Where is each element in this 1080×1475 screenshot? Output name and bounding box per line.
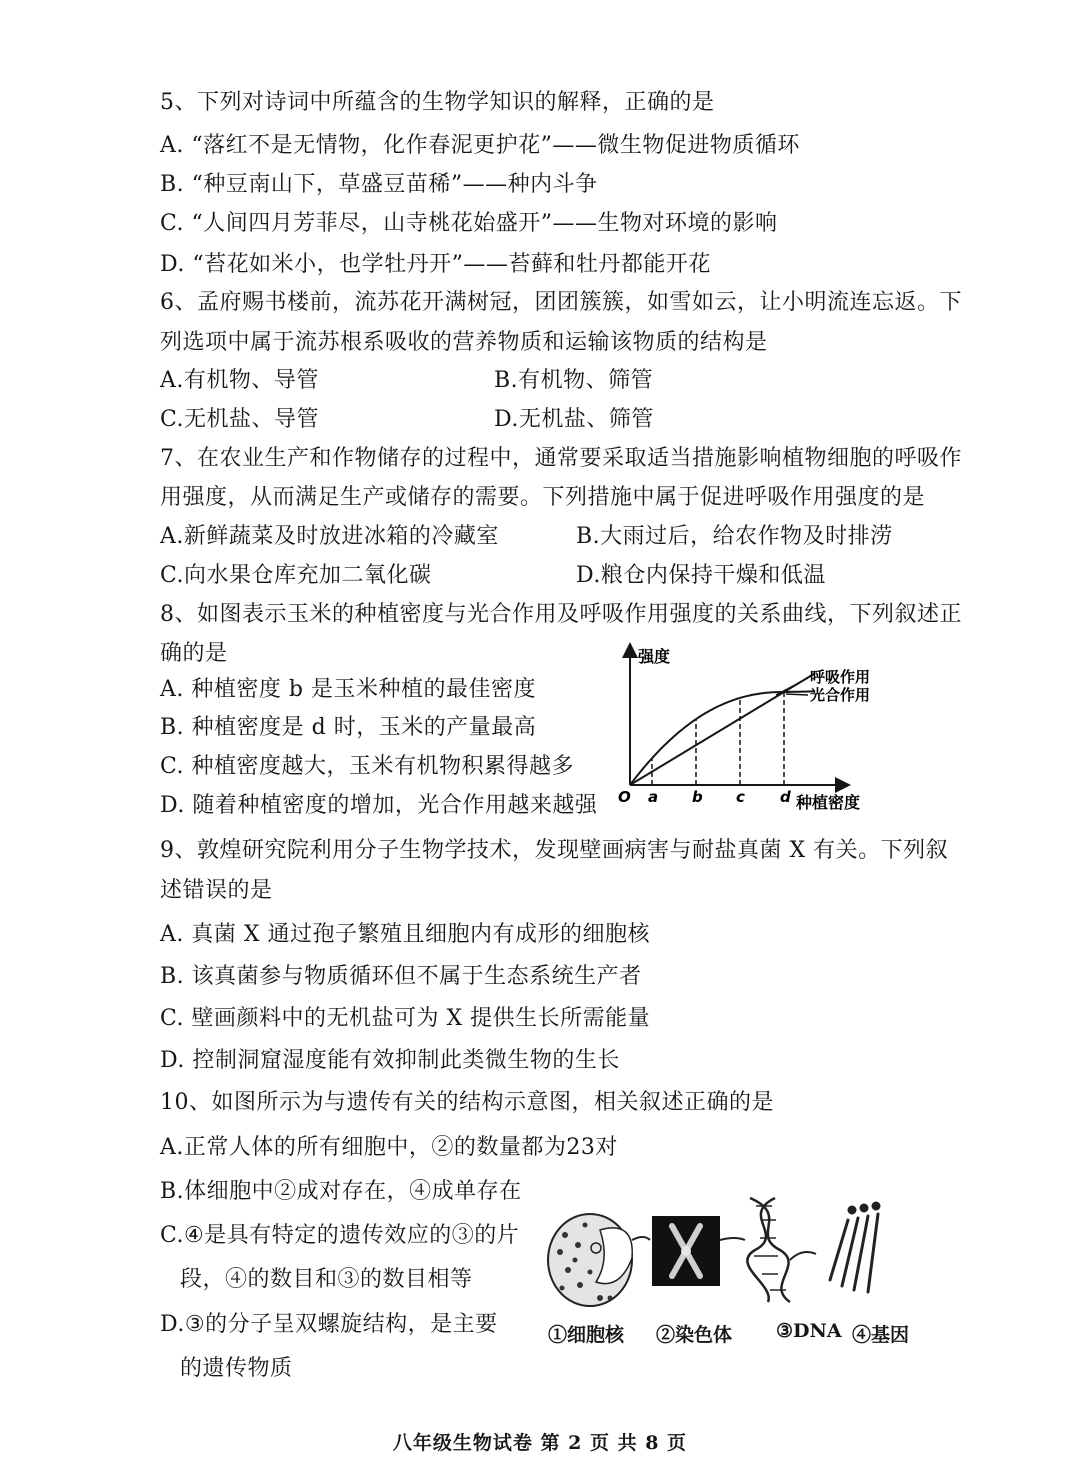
- q10-stem: 10、如图所示为与遗传有关的结构示意图，相关叙述正确的是: [160, 1090, 774, 1115]
- q9-option-a: A. 真菌 X 通过孢子繁殖且细胞内有成形的细胞核: [160, 922, 651, 947]
- q8-chart: [600, 640, 900, 820]
- y-axis-label: 强度: [638, 647, 671, 666]
- origin-label: O: [618, 788, 631, 806]
- q7-option-b: B.大雨过后，给农作物及时排涝: [576, 524, 893, 549]
- figure-label-gene: ④基因: [852, 1324, 910, 1346]
- figure-label-nucleus: ①细胞核: [548, 1324, 625, 1346]
- q7-option-d: D.粮仓内保持干燥和低温: [576, 563, 826, 588]
- q7-stem-line1: 7、在农业生产和作物储存的过程中，通常要采取适当措施影响植物细胞的呼吸作: [160, 446, 962, 471]
- series-label-photosynthesis: 光合作用: [810, 686, 871, 704]
- q10-option-d-line1: D.③的分子呈双螺旋结构，是主要: [160, 1312, 498, 1337]
- q5-option-d: D. “苔花如米小，也学牡丹开”——苔藓和牡丹都能开花: [160, 252, 711, 277]
- q6-stem-line1: 6、孟府赐书楼前，流苏花开满树冠，团团簇簇，如雪如云，让小明流连忘返。下: [160, 290, 962, 315]
- figure-label-dna: ③DNA: [776, 1320, 842, 1342]
- q10-option-b: B.体细胞中②成对存在，④成单存在: [160, 1179, 522, 1204]
- tick-label-c: c: [736, 788, 745, 806]
- respiration-line: [630, 673, 815, 785]
- q10-option-c-line2: 段，④的数目和③的数目相等: [180, 1267, 473, 1292]
- q8-option-b: B. 种植密度是 d 时，玉米的产量最高: [160, 715, 537, 740]
- q7-stem-line2: 用强度，从而满足生产或储存的需要。下列措施中属于促进呼吸作用强度的是: [160, 485, 926, 510]
- q10-option-a: A.正常人体的所有细胞中，②的数量都为23对: [160, 1135, 618, 1160]
- q7-option-c: C.向水果仓库充加二氧化碳: [160, 563, 432, 588]
- q9-option-b: B. 该真菌参与物质循环但不属于生态系统生产者: [160, 964, 642, 989]
- q10-option-d-line2: 的遗传物质: [180, 1356, 293, 1381]
- x-axis-label: 种植密度: [796, 793, 861, 812]
- tick-label-a: a: [648, 788, 659, 806]
- q5-stem: 5、下列对诗词中所蕴含的生物学知识的解释，正确的是: [160, 90, 715, 115]
- q8-stem-line2: 确的是: [160, 641, 228, 666]
- q5-option-c: C. “人间四月芳菲尽，山寺桃花始盛开”——生物对环境的影响: [160, 211, 778, 236]
- page-footer: 八年级生物试卷 第 2 页 共 8 页: [392, 1432, 688, 1454]
- density-tick-labels: [648, 788, 791, 806]
- q10-figure: [540, 1190, 920, 1310]
- gene-segments-illustration: [830, 1203, 879, 1292]
- q6-option-c: C.无机盐、导管: [160, 407, 320, 432]
- tick-label-d: d: [780, 788, 791, 806]
- label-leader-photosynthesis: [786, 694, 808, 695]
- dna-double-helix-illustration: [747, 1198, 790, 1302]
- figure-label-chromosome: ②染色体: [656, 1324, 733, 1346]
- q8-option-d: D. 随着种植密度的增加，光合作用越来越强: [160, 793, 598, 818]
- q9-stem-line1: 9、敦煌研究院利用分子生物学技术，发现壁画病害与耐盐真菌 X 有关。下列叙: [160, 838, 949, 863]
- q6-option-d: D.无机盐、筛管: [494, 407, 654, 432]
- q5-option-b: B. “种豆南山下，草盛豆苗稀”——种内斗争: [160, 172, 598, 197]
- tick-label-b: b: [692, 788, 703, 806]
- q9-option-d: D. 控制洞窟湿度能有效抑制此类微生物的生长: [160, 1048, 620, 1073]
- q9-option-c: C. 壁画颜料中的无机盐可为 X 提供生长所需能量: [160, 1006, 651, 1031]
- q6-option-b: B.有机物、筛管: [494, 368, 654, 393]
- q6-stem-line2: 列选项中属于流苏根系吸收的营养物质和运输该物质的结构是: [160, 330, 768, 355]
- q9-stem-line2: 述错误的是: [160, 878, 273, 903]
- q5-option-a: A. “落红不是无情物，化作春泥更护花”——微生物促进物质循环: [160, 133, 800, 158]
- chromosome-illustration: [652, 1216, 720, 1286]
- q8-stem-line1: 8、如图表示玉米的种植密度与光合作用及呼吸作用强度的关系曲线，下列叙述正: [160, 602, 962, 627]
- q8-option-c: C. 种植密度越大，玉米有机物积累得越多: [160, 754, 575, 779]
- q7-option-a: A.新鲜蔬菜及时放进冰箱的冷藏室: [160, 524, 499, 549]
- q10-option-c-line1: C.④是具有特定的遗传效应的③的片: [160, 1223, 520, 1248]
- q6-option-a: A.有机物、导管: [160, 368, 319, 393]
- cell-nucleus-illustration: [548, 1214, 632, 1306]
- series-label-respiration: 呼吸作用: [810, 668, 871, 686]
- photosynthesis-curve: [630, 691, 814, 785]
- q8-option-a: A. 种植密度 b 是玉米种植的最佳密度: [160, 677, 536, 702]
